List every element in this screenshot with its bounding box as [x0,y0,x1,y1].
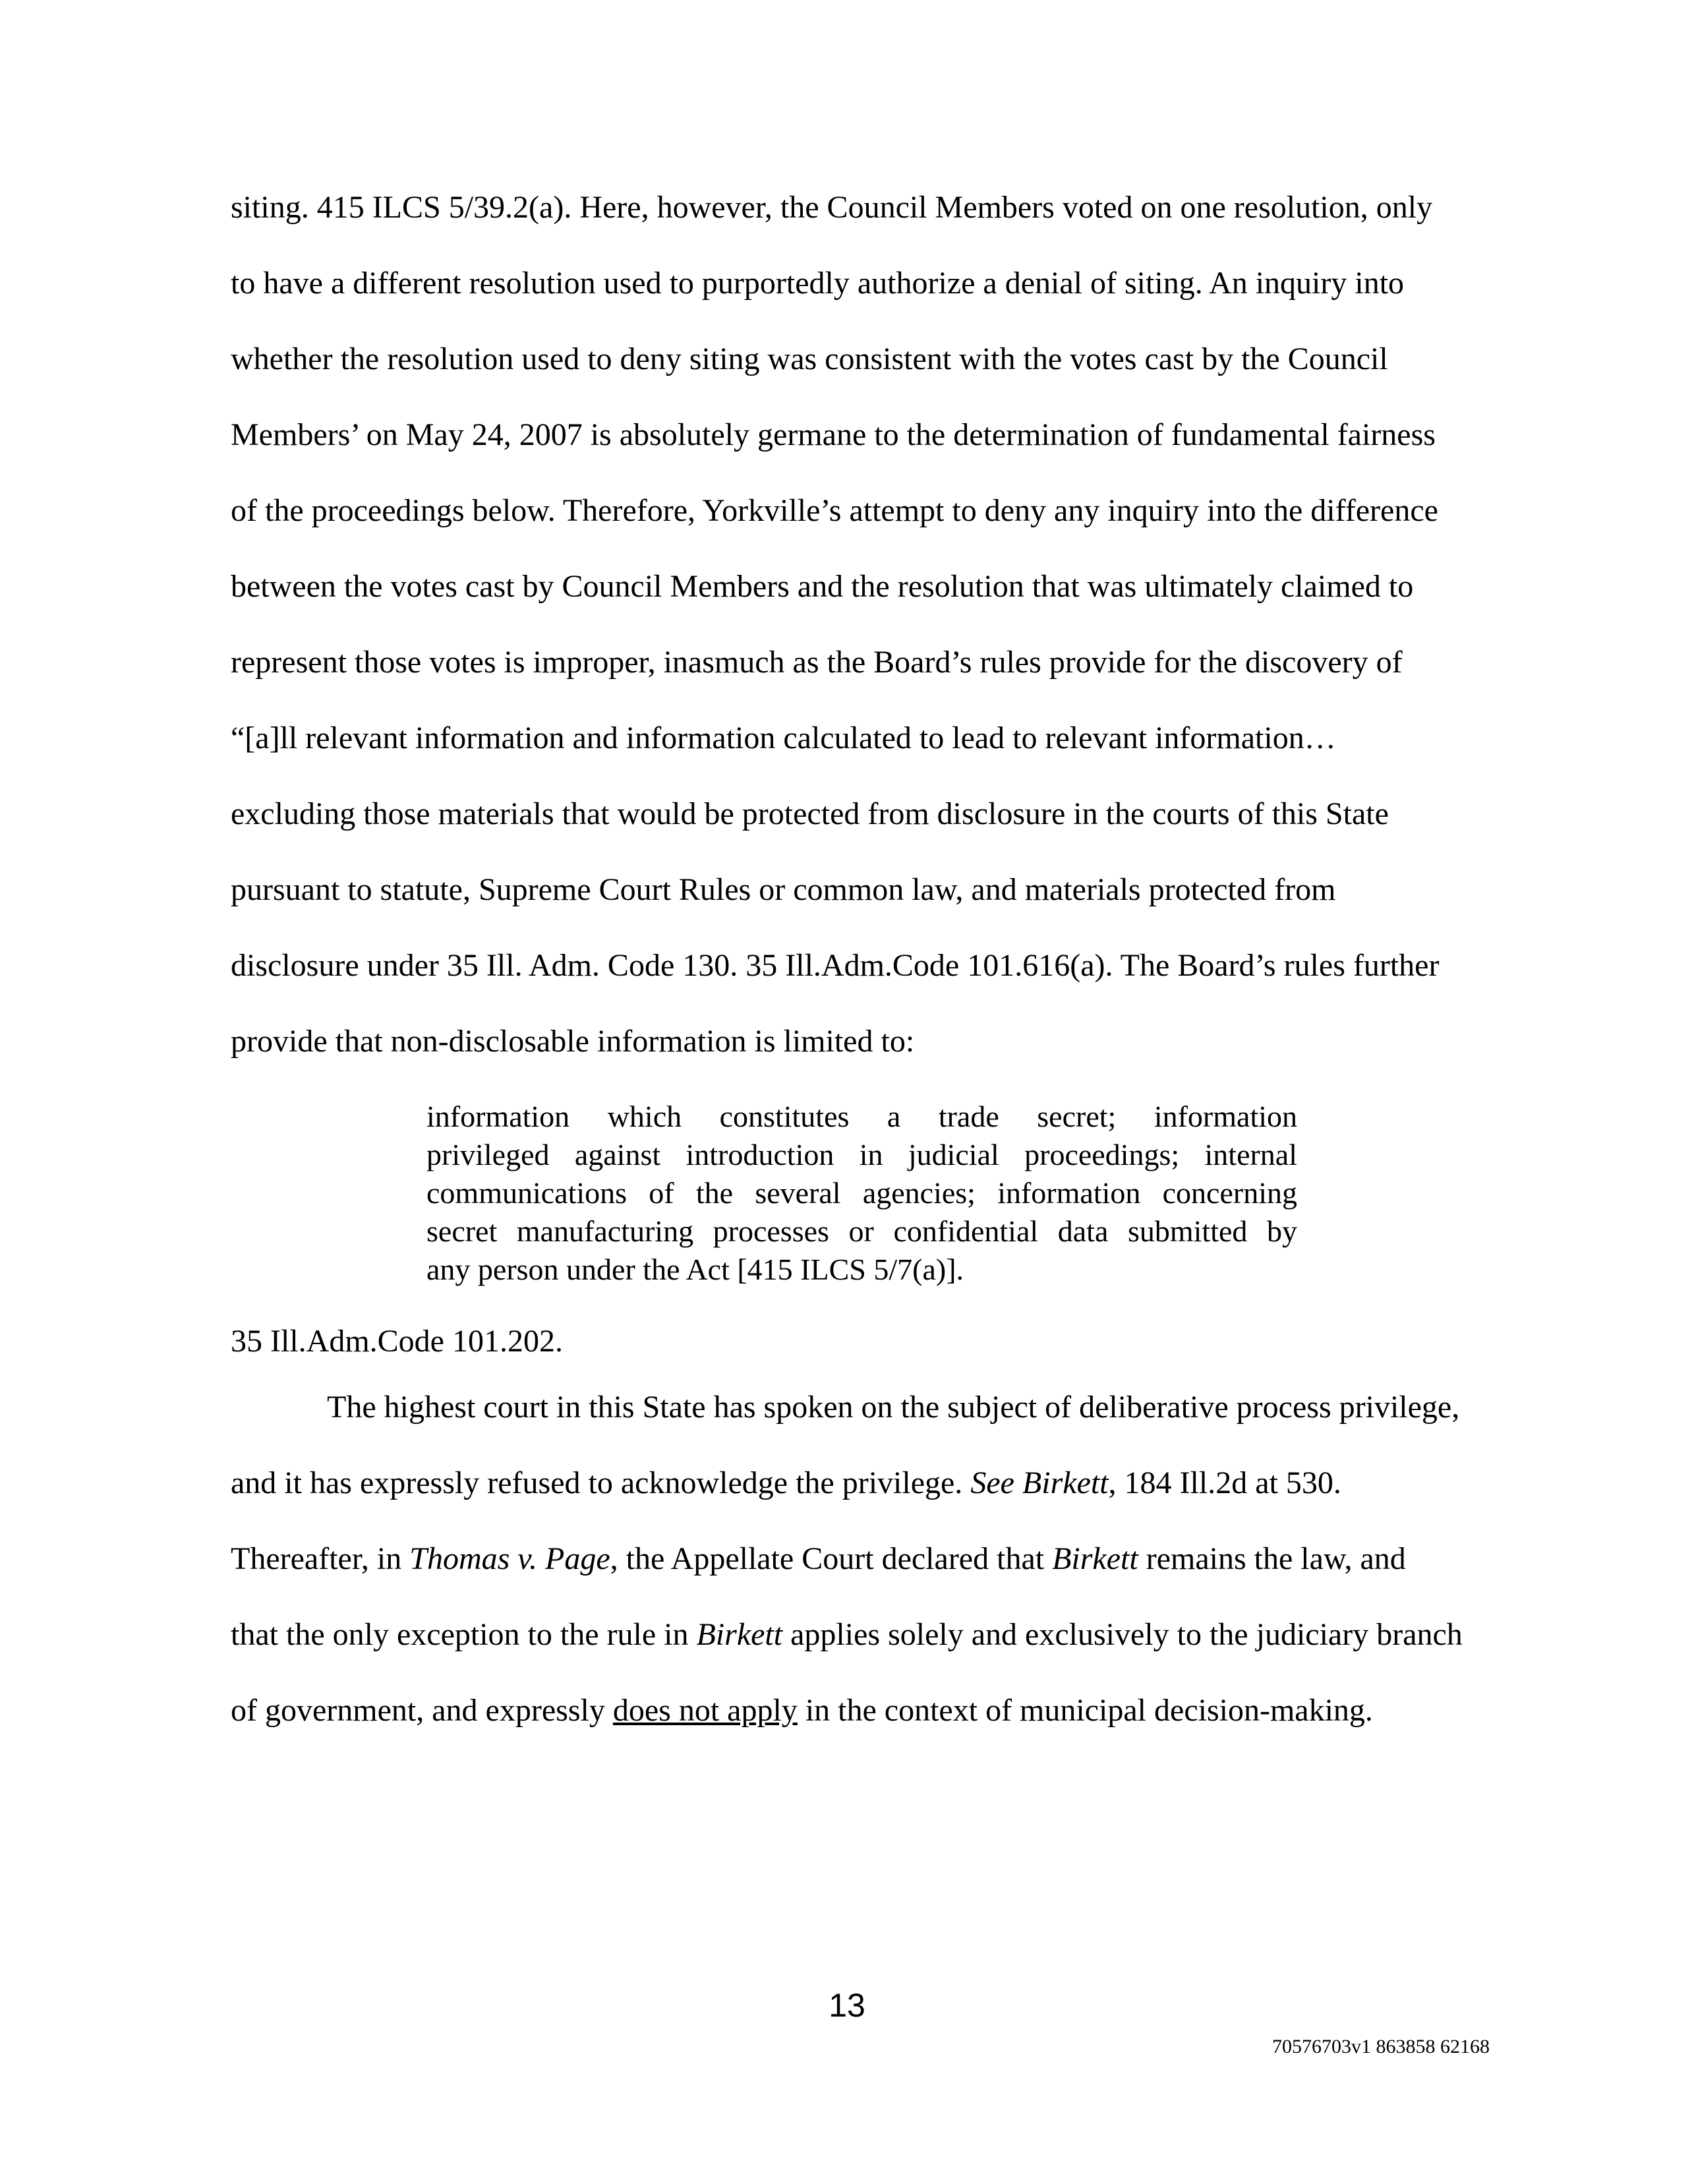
paragraph-line [231,1463,1341,1503]
paragraph-line [231,1691,1373,1730]
case-citation: See Birkett [970,1465,1109,1500]
paragraph-line [231,1539,1406,1579]
text-segment: in the context of municipal decision-making. [797,1693,1373,1728]
text-segment: and it has expressly refused to acknowledge the privilege. [231,1465,971,1500]
case-name: Thomas v. Page [409,1541,610,1576]
paragraph-line: The highest court in this State has spoken on the subject of deliberative process privilege, [327,1390,1460,1425]
block-quote-line: privileged against introduction in judicial proceedings; internal [426,1138,1297,1171]
text-segment: Thereafter, in [231,1541,410,1576]
body-line: excluding those materials that would be protected from disclosure in the courts of this State [231,796,1389,831]
page-number: 13 [829,1987,865,2024]
case-name: Birkett [1052,1541,1138,1576]
block-quote-line: any person under the Act [415 ILCS 5/7(a)]. [426,1253,964,1286]
text-segment: that the only exception to the rule in [231,1617,697,1652]
body-line: “[a]ll relevant information and information calculated to lead to relevant information… [231,721,1336,755]
body-line: siting. 415 ILCS 5/39.2(a). Here, however, the Council Members voted on one resolution, only [231,190,1433,225]
body-line: pursuant to statute, Supreme Court Rules or common law, and materials protected from [231,872,1336,907]
citation: 35 Ill.Adm.Code 101.202. [231,1324,563,1359]
body-line: provide that non-disclosable information is limited to: [231,1024,915,1059]
document-id: 70576703v1 863858 62168 [1272,2036,1490,2057]
body-line: whether the resolution used to deny siting was consistent with the votes cast by the Council [231,341,1388,376]
body-line: between the votes cast by Council Members and the resolution that was ultimately claimed to [231,569,1414,604]
text-segment: remains the law, and [1138,1541,1406,1576]
text-segment: , 184 Ill.2d at 530. [1108,1465,1341,1500]
case-name: Birkett [696,1617,783,1652]
text-segment: applies solely and exclusively to the judiciary branch [782,1617,1463,1652]
block-quote-line: information which constitutes a trade secret; information [426,1100,1297,1133]
underlined-emphasis: does not apply [612,1693,798,1728]
body-line: Members’ on May 24, 2007 is absolutely germane to the determination of fundamental fairness [231,417,1436,452]
body-line: of the proceedings below. Therefore, Yorkville’s attempt to deny any inquiry into the difference [231,493,1438,528]
text-segment: of government, and expressly [231,1693,613,1728]
block-quote-line: secret manufacturing processes or confidential data submitted by [426,1214,1297,1248]
paragraph-line [231,1615,1463,1655]
block-quote-line: communications of the several agencies; information concerning [426,1176,1297,1210]
body-line: disclosure under 35 Ill. Adm. Code 130. 35 Ill.Adm.Code 101.616(a). The Board’s rules further [231,948,1440,983]
body-line: represent those votes is improper, inasmuch as the Board’s rules provide for the discovery of [231,645,1403,680]
text-segment: , the Appellate Court declared that [610,1541,1053,1576]
body-line: to have a different resolution used to purportedly authorize a denial of siting. An inquiry into [231,266,1405,301]
